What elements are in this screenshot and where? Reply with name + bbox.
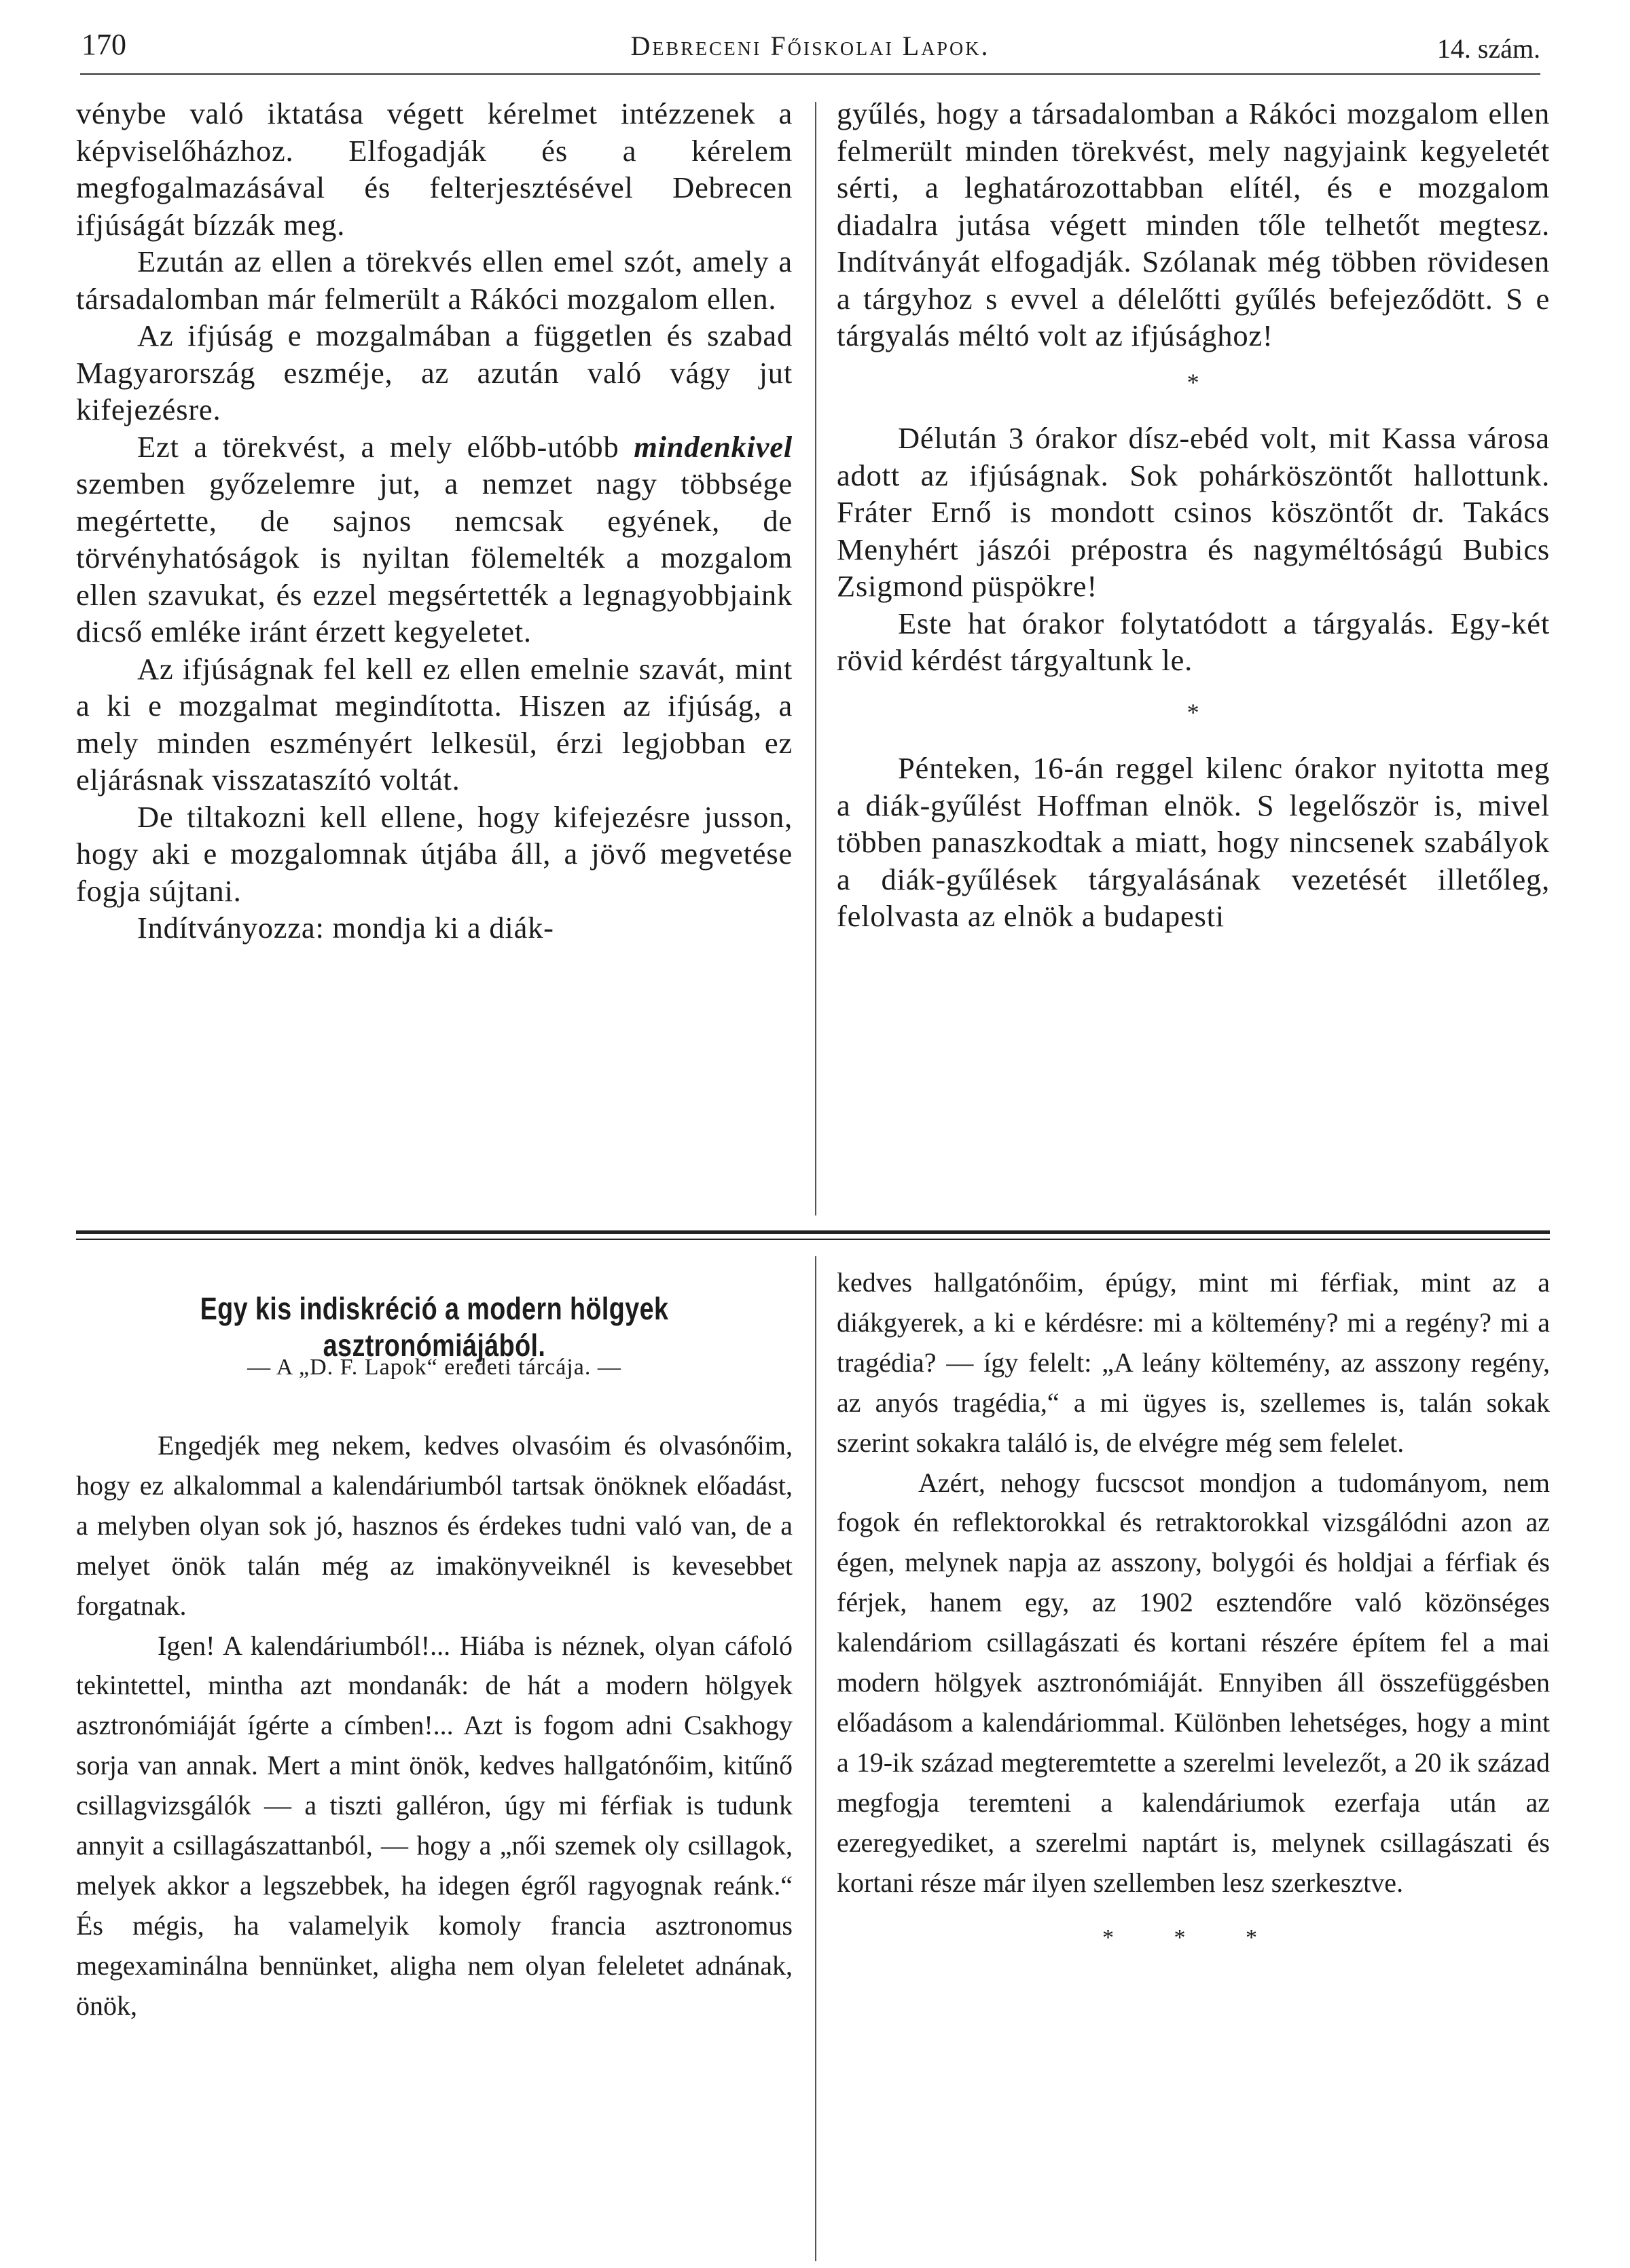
column-divider [815, 102, 816, 1215]
report-paragraph: Délután 3 órakor dísz-ebéd volt, mit Kassa városa adott az ifjúságnak. Sok pohárköszöntőt hallottunk. Fráter Ernő is mondott csinos köszöntőt dr. Takács Menyhért jászói prépostra és nagyméltóságú Bubics Zsigmond püspökre! [837, 421, 1550, 603]
feuilleton-paragraph: kedves hallgatónőim, épúgy, mint mi férfiak, mint az a diákgyerek, a ki e kérdésre: mi a költemény? mi a regény? mi a tragédia? — így felelt: „A leány költemény, az asszony regény, az anyós tragédia,“ a mi ügyes is, szellemes is, talán sokak szerint sokakra találó is, de elvégre még sem felelet. [837, 1267, 1550, 1458]
feuilleton-column-left [76, 1426, 793, 2026]
section-separator: * [1187, 368, 1200, 396]
feuilleton-paragraph: Azért, nehogy fucscsot mondjon a tudományom, nem fogok én reflektorokkal és retraktorokkal vizsgálódni azon az égen, melynek napja az asszony, bolygói és holdjai a férfiak és férjek, hanem egy, az 1902 esztendőre való közönséges kalendáriom csillagászati és kortani részére építem fel a mai modern hölgyek asztronómiáját. Ennyiben áll összefüggésben előadásom a kalendáriommal. Különben lehetséges, hogy a mint a 19-ik század megteremtette a szerelmi levelezőt, a 20 ik század megfogja teremteni a kalendáriumok ezerfaja után az ezeregyediket, a szerelmi naptárt is, melynek csillagászati és kortani része már ilyen szellemben lesz szerkesztve. [837, 1467, 1550, 1898]
header-rule [80, 73, 1540, 75]
feuilleton-subtitle: — A „D. F. Lapok“ eredeti tárcája. — [247, 1355, 621, 1380]
report-text: szemben győzelemre jut, a nemzet nagy többsége megértette, de sajnos nemcsak egyének, de törvényhatóságok is nyiltan fölemelték a mozgalom ellen szavukat, és ezzel megsértették a legnagyobbjaink dicső emléke iránt érzett kegyeletet. [76, 467, 793, 648]
report-paragraph [76, 428, 793, 651]
page-number: 170 [82, 28, 126, 61]
report-paragraph: Az ifjúság e mozgalmában a független és szabad Magyarország eszméje, az azután való vágy jut kifejezésre. [76, 318, 793, 426]
feuilleton-title: Egy kis indiskréció a modern hölgyek asztronómiájából. [200, 1291, 669, 1363]
feuilleton-paragraph: Engedjék meg nekem, kedves olvasóim és olvasónőim, hogy ez alkalommal a kalendáriumból tartsak önöknek előadást, a melyben olyan sok jó, hasznos és érdekes tudni való van, de a melyet önök talán még az imakönyveiknél is kevesebbet forgatnak. [76, 1430, 793, 1621]
report-paragraph: gyűlés, hogy a társadalomban a Rákóci mozgalom ellen felmerült minden törekvést, mely nagyjaink kegyeletét sérti, a leghatározottabban elítél, és e mozgalom diadalra jutása végett minden tőle telhetőt megtesz. Indítványát elfogadják. Szólanak még többen rövidesen a tárgyhoz s evvel a délelőtti gyűlés befejeződött. S e tárgyalás méltó volt az ifjúsághoz! [837, 96, 1550, 352]
report-paragraph: Az ifjúságnak fel kell ez ellen emelnie szavát, mint a ki e mozgalmat megindította. Hiszen az ifjúság, a mely minden eszményért lelkesül, érzi legjobban ez eljárásnak visszataszító voltát. [76, 651, 793, 797]
emphasized-word: mindenkivel [634, 429, 793, 464]
end-mark: * * * [1102, 1924, 1284, 1950]
feuilleton-column-right [837, 1263, 1550, 1958]
report-paragraph: Este hat órakor folytatódott a tárgyalás. Egy-két rövid kérdést tárgyaltunk le. [837, 606, 1550, 677]
issue-number: 14. szám. [1436, 33, 1540, 64]
report-paragraph: Pénteken, 16-án reggel kilenc órakor nyitotta meg a diák-gyűlést Hoffman elnök. S legelőször is, mivel többen panaszkodtak a miatt, hogy nincsenek szabályok a diák-gyűlések tárgyalásának vezetését illetőleg, felolvasta az elnök a budapesti [837, 751, 1550, 933]
report-paragraph: Indítványozza: mondja ki a diák- [137, 911, 554, 945]
report-paragraph: De tiltakozni kell ellene, hogy kifejezésre jusson, hogy aki e mozgalomnak útjába áll, a jövő megvetése fogja sújtani. [76, 799, 793, 908]
report-paragraph: Ezután az ellen a törekvés ellen emel szót, amely a társadalomban már felmerült a Rákóci mozgalom ellen. [76, 244, 793, 316]
journal-title: Debreceni Főiskolai Lapok. [630, 31, 990, 61]
feuilleton-separator-thick [76, 1230, 1550, 1234]
report-column-right [837, 95, 1550, 935]
report-text: Ezt a törekvést, a mely előbb-utóbb [137, 429, 619, 464]
feuilleton-paragraph: Igen! A kalendáriumból!... Hiába is néznek, olyan cáfoló tekintettel, mintha azt mondanák: de hát a modern hölgyek asztronómiáját ígérte a címben!... Azt is fogom adni Csakhogy sorja van annak. Mert a mint önök, kedves hallgatónőim, kitűnő csillagvizsgálók — a tiszti galléron, úgy mi férfiak is tudunk annyit a csillagászattanból, — hogy a „női szemek oly csillagok, melyek akkor a legszebbek, ha idegen égről ragyognak reánk.“ És mégis, ha valamelyik komoly francia asztronomus megexaminálna bennünket, aligha nem olyan feleletet adnának, önök, [76, 1630, 793, 2021]
column-divider [815, 1256, 816, 2261]
report-column-left [76, 95, 793, 947]
feuilleton-separator-thin [76, 1239, 1550, 1240]
report-paragraph: vénybe való iktatása végett kérelmet intézzenek a képviselőházhoz. Elfogadják és a kérelem megfogalmazásával és felterjesztésével Debrecen ifjúságát bízzák meg. [76, 96, 793, 242]
section-separator: * [1187, 698, 1200, 726]
page-header [80, 20, 1540, 68]
